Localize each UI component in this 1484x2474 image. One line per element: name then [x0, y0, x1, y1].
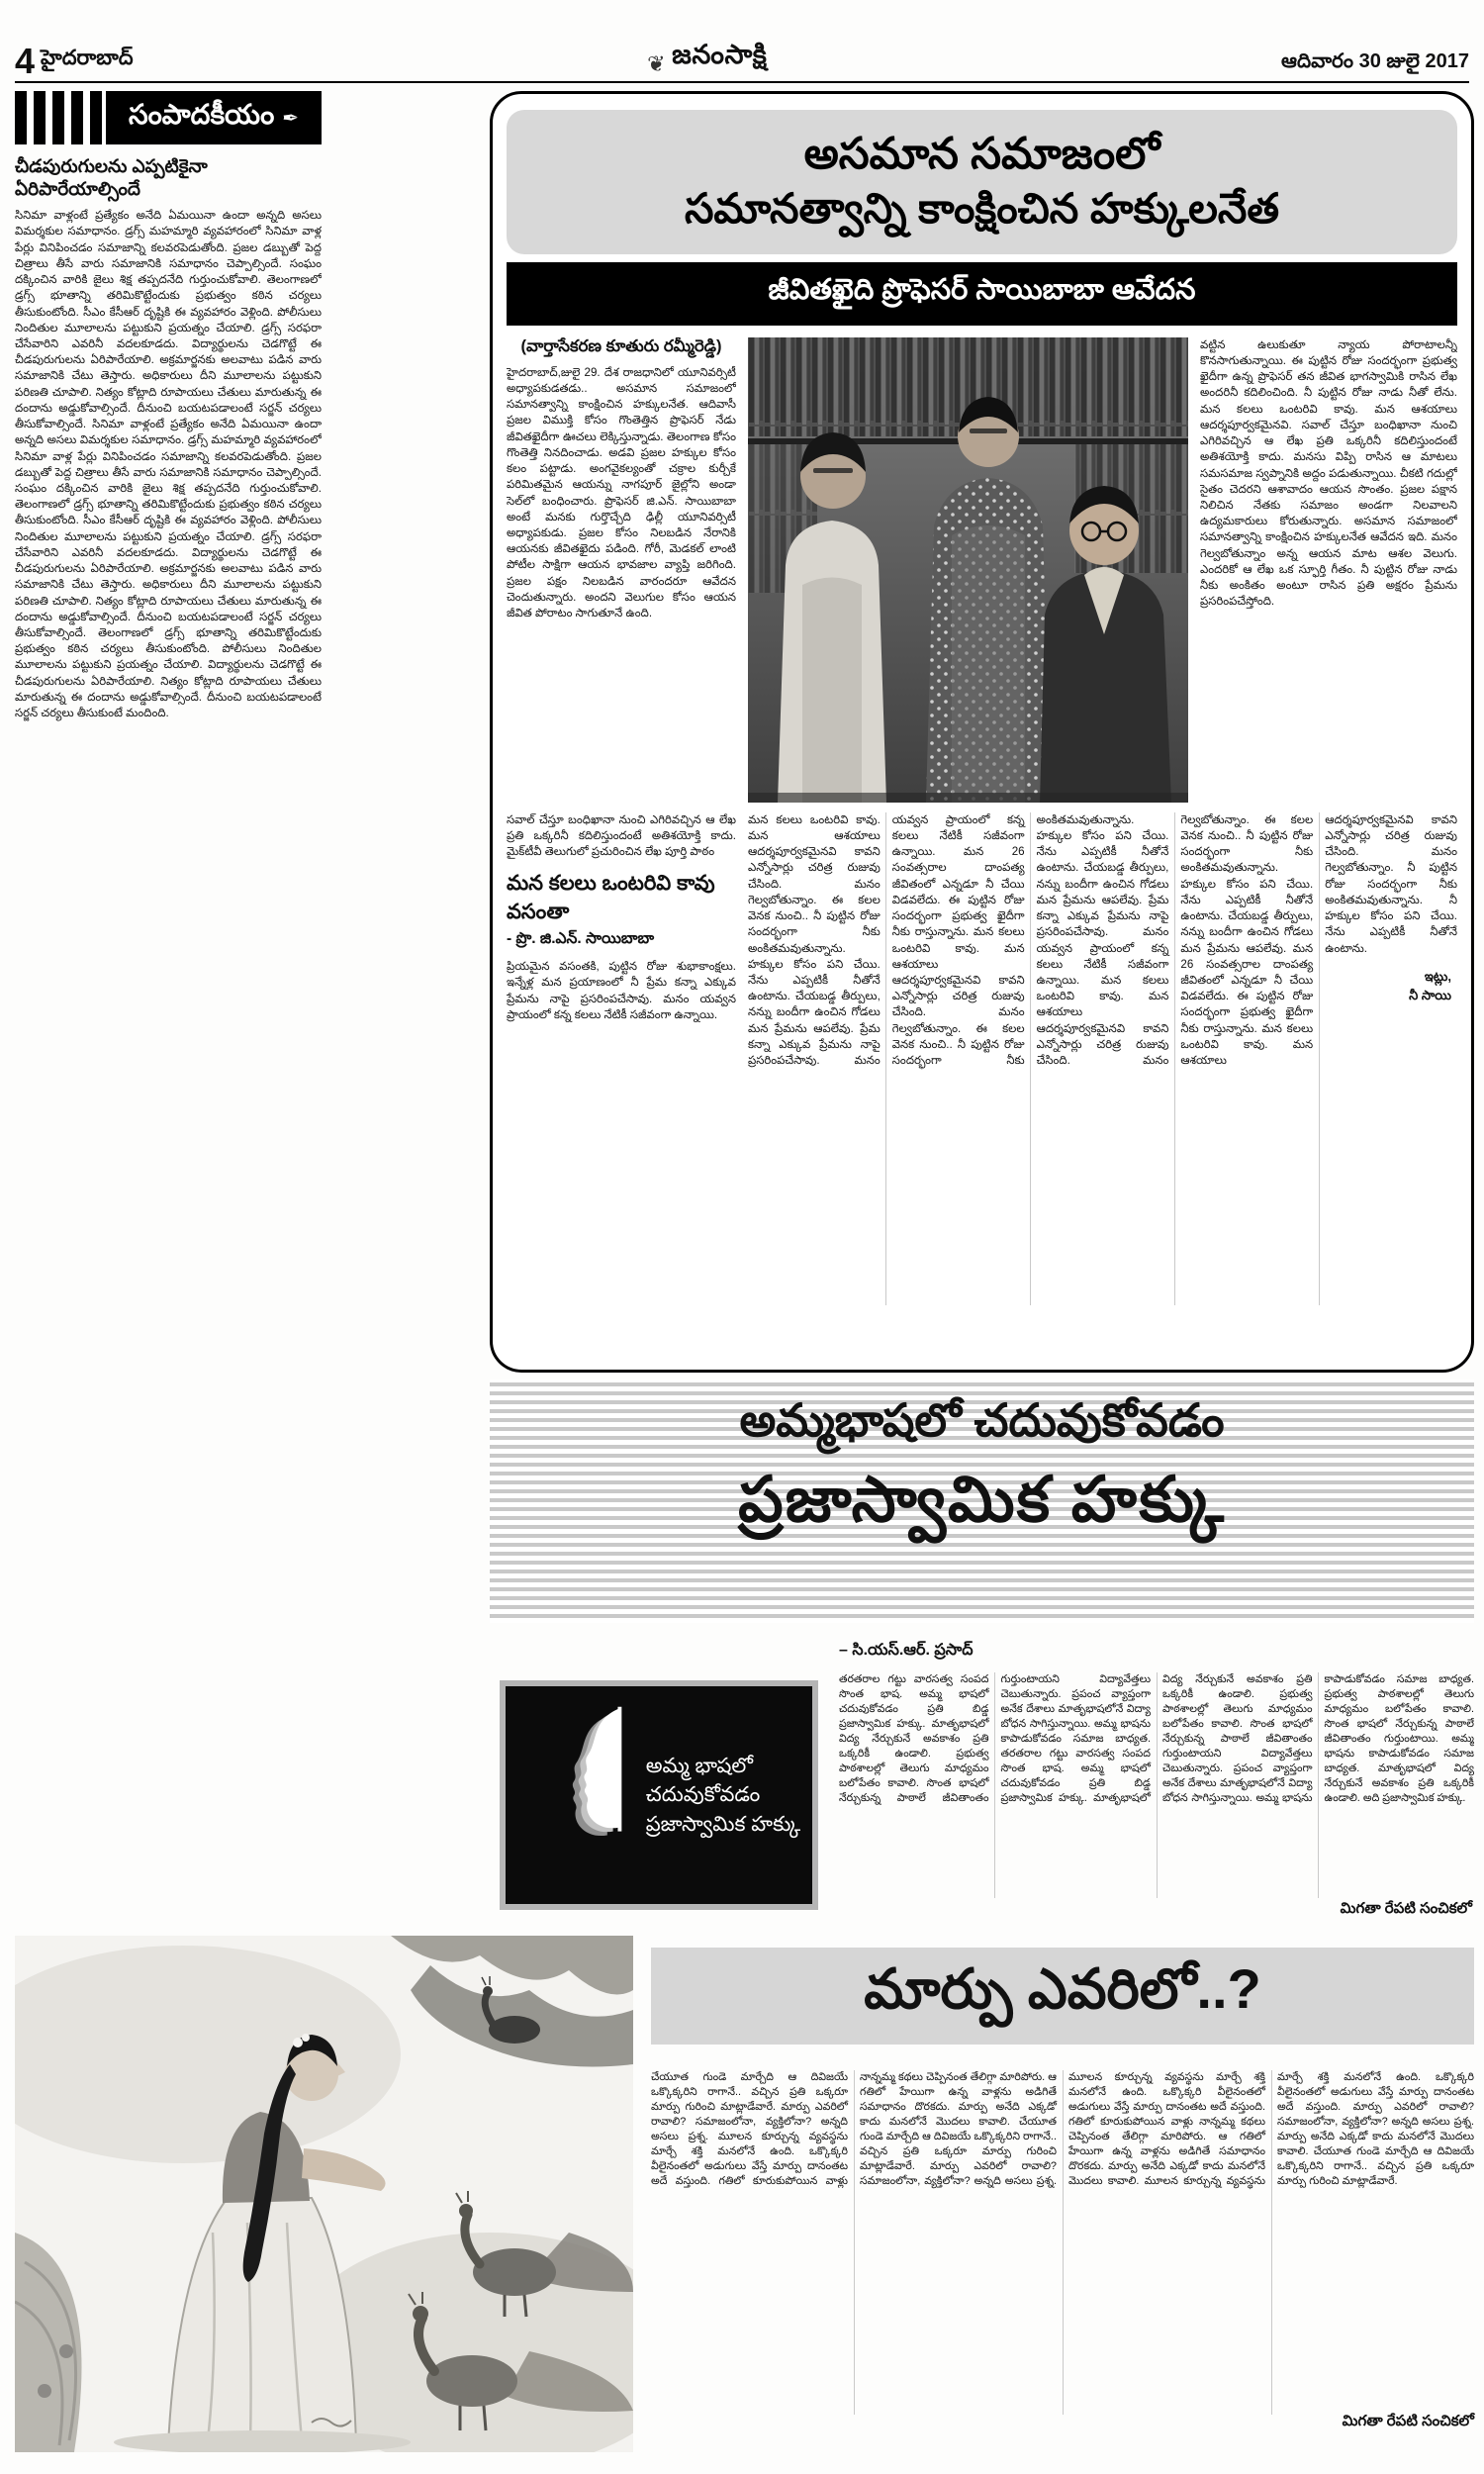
- header-rule: [15, 81, 1469, 83]
- letter-intro-column: [507, 812, 736, 1305]
- language-headline-line2: ప్రజాస్వామిక హక్కు: [738, 1464, 1226, 1535]
- language-headline-banner: [490, 1380, 1474, 1623]
- pen-icon: ✒: [282, 107, 300, 130]
- lead-headline-line1: అసమాన సమాజంలో: [803, 130, 1160, 178]
- language-headline-line1: అమ్మభాషలో చదువుకోవడం: [739, 1394, 1225, 1446]
- page-header: [15, 32, 1469, 81]
- lead-article: [490, 91, 1474, 1373]
- lead-top-row: [507, 337, 1457, 805]
- editorial-bars-decoration: [15, 91, 106, 144]
- page-number: 4: [15, 40, 36, 81]
- letter-signature-line2: నీ సాయి: [1409, 988, 1451, 1003]
- language-body-columns: తరతరాల గట్టు వారసత్వ సంపద సొంత భాష. అమ్మ భాషలో చదువుకోవడం ప్రతి బిడ్డ ప్రజాస్వామిక హక్కు. మాతృభాషలో విద్య నేర్చుకునే అవకాశం ప్రతి ఒక్కరికీ ఉండాలి. ప్రభుత్వ పాఠశాలల్లో తెలుగు మాధ్యమం బలోపేతం కావాలి. సొంత భాషలో నేర్చుకున్న పాఠాలే జీవితాంతం గుర్తుంటాయని విద్యావేత్తలు చెబుతున్నారు. ప్రపంచ వ్యాప్తంగా అనేక దేశాలు మాతృభాషలోనే విద్యా బోధన సాగిస్తున్నాయి. అమ్మ భాషను కాపాడుకోవడం సమాజ బాధ్యత. తరతరాల గట్టు వారసత్వ సంపద సొంత భాష. అమ్మ భాషలో చదువుకోవడం ప్రతి బిడ్డ ప్రజాస్వామిక హక్కు. మాతృభాషలో విద్య నేర్చుకునే అవకాశం ప్రతి ఒక్కరికీ ఉండాలి. ప్రభుత్వ పాఠశాలల్లో తెలుగు మాధ్యమం బలోపేతం కావాలి. సొంత భాషలో నేర్చుకున్న పాఠాలే జీవితాంతం గుర్తుంటాయని విద్యావేత్తలు చెబుతున్నారు. ప్రపంచ వ్యాప్తంగా అనేక దేశాలు మాతృభాషలోనే విద్యా బోధన సాగిస్తున్నాయి. అమ్మ భాషను కాపాడుకోవడం సమాజ బాధ్యత. ప్రభుత్వ పాఠశాలల్లో తెలుగు మాధ్యమం బలోపేతం కావాలి. సొంత భాషలో నేర్చుకున్న పాఠాలే జీవితాంతం గుర్తుంటాయి. అమ్మ భాషను కాపాడుకోవడం సమాజ బాధ్యత. మాతృభాషలో విద్య నేర్చుకునే అవకాశం ప్రతి ఒక్కరికీ ఉండాలి. అది ప్రజాస్వామిక హక్కు.: [839, 1673, 1474, 1805]
- language-promo-box: [500, 1680, 818, 1910]
- masthead-ornament-icon: ❦: [647, 51, 667, 76]
- face-profile-icon: [506, 1699, 646, 1891]
- lead-kicker: జీవితఖైది ప్రొఫెసర్ సాయిబాబా ఆవేదన: [507, 262, 1457, 326]
- lead-byline: (వార్తాసేకరణ కూతురు రమ్మీరెడ్డి): [520, 336, 722, 355]
- lead-headline-box: [507, 110, 1457, 254]
- lead-right-body-text: వట్టిన ఉలుకుతూ న్యాయ పోరాటాలన్నీ కొనసాగుతున్నాయి. ఈ పుట్టిన రోజు సందర్భంగా ప్రభుత్వ ఖైదీగా ఉన్న ప్రొఫెసర్ తన జీవిత భాగస్వామికి రాసిన లేఖ అందరినీ కదిలించింది. నీ పుట్టిన రోజు నాడు నీతో లేను. మన కలలు ఒంటరివి కావు. మన ఆశయాలు ఆదర్శపూర్వకమైనవి. సవాల్ చేస్తూ బంధిఖానా నుంచి ఎగిరివచ్చిన ఆ లేఖ ప్రతి ఒక్కరినీ కదిలిస్తుందంటే అతిశయోక్తి కాదు. మనసు విప్పి రాసిన ఆ మాటలు సమసమాజ స్వప్నానికి అద్దం పడుతున్నాయి. చీకటి గదుల్లో సైతం చెదరని ఆశావాదం ఆయన సొంతం. ప్రజల పక్షాన నిలిచిన నేతకు సమాజం అండగా నిలవాలని ఉద్యమకారులు కోరుతున్నారు. అసమాన సమాజంలో సమానత్వాన్ని కాంక్షించిన హక్కులనేత ఆవేదన ఇది. మనం గెల్వబోతున్నాం అన్న ఆయన మాట ఆశల వెలుగు. ఎందరికో ఆ లేఖ ఒక స్ఫూర్తి గీతం. నీ పుట్టిన రోజు నాడు నీకు అంకితం అంటూ రాసిన ప్రతి అక్షరం ప్రేమను ప్రసరింపచేస్తోంది.: [1200, 337, 1457, 609]
- letter-subhead: మన కలలు ఒంటరివి కావు వసంతా: [507, 872, 715, 923]
- editorial-section-title: సంపాదకీయం: [128, 98, 275, 130]
- issue-date: ఆదివారం 30 జులై 2017: [1280, 50, 1469, 72]
- photo-illustration: [748, 337, 1188, 803]
- letter-body-text: మన కలలు ఒంటరివి కావు. మన ఆశయాలు ఆదర్శపూర్వకమైనవి కావని ఎన్నోసార్లు చరిత్ర రుజువు చేసింది. మనం గెల్వబోతున్నాం. ఈ కలల వెనక నుంచి.. నీ పుట్టిన రోజు సందర్భంగా నీకు అంకితమవుతున్నాను. హక్కుల కోసం పని చేయి. నేను ఎప్పటికీ నీతోనే ఉంటాను. చేయబడ్డ తీర్పులు, నన్ను బందీగా ఉంచిన గోడలు మన ప్రేమను ఆపలేవు. ప్రేమ కన్నా ఎక్కువ ప్రేమను నాపై ప్రసరింపచేసావు. మనం యవ్వన ప్రాయంలో కన్న కలలు నేటికీ సజీవంగా ఉన్నాయి. మన 26 సంవత్సరాల దాంపత్య జీవితంలో ఎన్నడూ నీ చేయి విడవలేదు. ఈ పుట్టిన రోజు సందర్భంగా ప్రభుత్వ ఖైదీగా నీకు రాస్తున్నాను. మన కలలు ఒంటరివి కావు. మన ఆశయాలు ఆదర్శపూర్వకమైనవి కావని ఎన్నోసార్లు చరిత్ర రుజువు చేసింది. మనం గెల్వబోతున్నాం. ఈ కలల వెనక నుంచి.. నీ పుట్టిన రోజు సందర్భంగా నీకు అంకితమవుతున్నాను. హక్కుల కోసం పని చేయి. నేను ఎప్పటికీ నీతోనే ఉంటాను. చేయబడ్డ తీర్పులు, నన్ను బందీగా ఉంచిన గోడలు మన ప్రేమను ఆపలేవు. ప్రేమ కన్నా ఎక్కువ ప్రేమను నాపై ప్రసరింపచేసావు. మనం యవ్వన ప్రాయంలో కన్న కలలు నేటికీ సజీవంగా ఉన్నాయి. మన కలలు ఒంటరివి కావు. మన ఆశయాలు ఆదర్శపూర్వకమైనవి కావని ఎన్నోసార్లు చరిత్ర రుజువు చేసింది. మనం గెల్వబోతున్నాం. ఈ కలల వెనక నుంచి.. నీ పుట్టిన రోజు సందర్భంగా నీకు అంకితమవుతున్నాను. హక్కుల కోసం పని చేయి. నేను ఎప్పటికీ నీతోనే ఉంటాను. చేయబడ్డ తీర్పులు, నన్ను బందీగా ఉంచిన గోడలు మన ప్రేమను ఆపలేవు. మన 26 సంవత్సరాల దాంపత్య జీవితంలో ఎన్నడూ నీ చేయి విడవలేదు. ఈ పుట్టిన రోజు సందర్భంగా ప్రభుత్వ ఖైదీగా నీకు రాస్తున్నాను. మన కలలు ఒంటరివి కావు. మన ఆశయాలు ఆదర్శపూర్వకమైనవి కావని ఎన్నోసార్లు చరిత్ర రుజువు చేసింది. మనం గెల్వబోతున్నాం. నీ పుట్టిన రోజు సందర్భంగా నీకు అంకితమవుతున్నాను. నీ హక్కుల కోసం పని చేయి. నేను ఎప్పటికీ నీతోనే ఉంటాను.: [748, 812, 1457, 1068]
- editorial-title-box: [106, 91, 322, 144]
- edition-city: హైదరాబాద్: [41, 47, 134, 69]
- editorial-column: [15, 91, 322, 1257]
- editorial-banner: [15, 91, 322, 144]
- letter-bridge-text: సవాల్ చేస్తూ బంధిఖానా నుంచి ఎగిరివచ్చిన ఆ లేఖ ప్రతి ఒక్కరినీ కదిలిస్తుందంటే అతిశయోక్తి కాదు. మైక్‌టీవీ తెలుగులో ప్రచురించిన లేఖ పూర్తి పాఠం: [507, 812, 736, 859]
- letter-columns: [748, 812, 1457, 1305]
- letter-signature-line1: ఇట్లు,: [1424, 968, 1451, 984]
- letter-signature: [1325, 967, 1457, 1005]
- letter-opening-text: ప్రియమైన వసంతకి, పుట్టిన రోజు శుభాకాంక్షలు. ఇన్నేళ్ల మన ప్రయాణంలో నీ ప్రేమ కన్నా ఎక్కువ ప్రేమను నాపై ప్రసరింపచేసావు. మనం యవ్వన ప్రాయంలో కన్న కలలు నేటికీ సజీవంగా ఉన్నాయి.: [507, 960, 736, 1021]
- lead-letter-row: [507, 812, 1457, 1305]
- lead-headline-line2: సమానత్వాన్ని కాంక్షించిన హక్కులనేత: [684, 185, 1280, 233]
- masthead: [647, 40, 767, 77]
- lead-left-column: [507, 337, 736, 805]
- woman-peacocks-drawing: [15, 1936, 633, 2452]
- change-body-columns: చేయూత గుండె మార్చేది ఆ దివిజయే ఒక్కొక్కరిని రాగానే.. వచ్చిన ప్రతి ఒక్కరూ మార్పు గురించి మాట్లాడేవారే. మార్పు ఎవరిలో రావాలి? సమాజంలోనా, వ్యక్తిలోనా? అన్నది అసలు ప్రశ్న. మూలన కూర్చున్న వ్యవస్థను మార్చే శక్తి మనలోనే ఉంది. ఒక్కొక్కరి వీలైనంతలో అడుగులు వేస్తే మార్పు దానంతట అదే వస్తుంది. గతిలో కూరుకుపోయిన వాళ్లు నాన్నమ్మ కథలు చెప్పినంత తేలిగ్గా మారిపోరు. ఆ గతిలో హేయిగా ఉన్న వాళ్లను అడిగితే సమాధానం దొరకదు. మార్పు అనేది ఎక్కడో కాదు మనలోనే మొదలు కావాలి. చేయూత గుండె మార్చేది ఆ దివిజయే ఒక్కొక్కరిని రాగానే.. వచ్చిన ప్రతి ఒక్కరూ మార్పు గురించి మాట్లాడేవారే. మార్పు ఎవరిలో రావాలి? సమాజంలోనా, వ్యక్తిలోనా? అన్నది అసలు ప్రశ్న. మూలన కూర్చున్న వ్యవస్థను మార్చే శక్తి మనలోనే ఉంది. ఒక్కొక్కరి వీలైనంతలో అడుగులు వేస్తే మార్పు దానంతట అదే వస్తుంది. గతిలో కూరుకుపోయిన వాళ్లు నాన్నమ్మ కథలు చెప్పినంత తేలిగ్గా మారిపోరు. ఆ గతిలో హేయిగా ఉన్న వాళ్లను అడిగితే సమాధానం దొరకదు. మార్పు అనేది ఎక్కడో కాదు మనలోనే మొదలు కావాలి. మూలన కూర్చున్న వ్యవస్థను మార్చే శక్తి మనలోనే ఉంది. ఒక్కొక్కరి వీలైనంతలో అడుగులు వేస్తే మార్పు దానంతట అదే వస్తుంది. మార్పు ఎవరిలో రావాలి? సమాజంలోనా, వ్యక్తిలోనా? అన్నది అసలు ప్రశ్న. మార్పు అనేది ఎక్కడో కాదు మనలోనే మొదలు కావాలి. చేయూత గుండె మార్చేది ఆ దివిజయే ఒక్కొక్కరిని రాగానే.. వచ్చిన ప్రతి ఒక్కరూ మార్పు గురించి మాట్లాడేవారే.: [651, 2071, 1474, 2188]
- promo-text: అమ్మ భాషలో చదువుకోవడం ప్రజాస్వామిక హక్కు: [645, 1754, 801, 1836]
- language-byline: – సి.యస్.ఆర్. ప్రసాద్: [839, 1642, 974, 1659]
- lead-right-column: [1200, 337, 1457, 805]
- photo-saibaba-family: [748, 337, 1188, 803]
- language-continuation-note: మిగతా రేపటి సంచికలో: [1340, 1900, 1472, 1917]
- change-continuation-note: మిగతా రేపటి సంచికలో: [1342, 2413, 1474, 2429]
- page-number-city: [15, 40, 134, 81]
- change-headline: మార్పు ఎవరిలో..?: [864, 1957, 1261, 2020]
- masthead-title: జనంసాక్షి: [672, 40, 768, 69]
- editorial-headline: చీడపురుగులను ఎప్పటికైనా ఏరిపారేయాల్సిందే: [15, 155, 208, 200]
- letter-byline: - ప్రొ. జి.ఎన్. సాయిబాబా: [507, 930, 655, 948]
- illustration-woman-peacocks: [15, 1936, 633, 2452]
- lead-body-text: హైదరాబాద్,జులై 29. దేశ రాజధానిలో యూనివర్సిటీ అధ్యాపకుడతడు.. అసమాన సమాజంలో సమానత్వాన్ని కాంక్షించిన హక్కులనేత. ఆదివాసీ ప్రజల విముక్తి కోసం గొంతెత్తిన ప్రొఫెసర్ నేడు జీవితఖైదీగా ఊచలు లెక్కిస్తున్నాడు. తెలంగాణ కోసం గొంతెత్తి నినదించాడు. అడవి ప్రజల హక్కుల కోసం కలం పట్టాడు. అంగవైకల్యంతో చక్రాల కుర్చీకే పరిమితమైన ఆయన్ను నాగపూర్ జైల్లోని అండా సెల్‌లో బంధించారు. ప్రొఫెసర్ జి.ఎన్. సాయిబాబా అంటే మనకు గుర్తొచ్చేది ఢిల్లీ యూనివర్సిటీ అధ్యాపకుడు. ప్రజల కోసం నిలబడిన నేరానికి ఆయనకు జీవితఖైదు పడింది. గోరీ, మెడకల్ లాంటి పోటీల సాక్షిగా ఆయన భావజాల వ్యాప్తి జరిగింది. ప్రజల పక్షం నిలబడిన వారందరూ ఆవేదన చెందుతున్నారు. అందని వెలుగుల కోసం ఆయన జీవిత పోరాటం సాగుతూనే ఉంది.: [507, 365, 736, 620]
- change-headline-box: [651, 1948, 1474, 2045]
- editorial-body: సినిమా వాళ్లంటే ప్రత్యేకం అనేది ఏమయినా ఉందా అన్నది అసలు విమర్శకుల సమాధానం. డ్రగ్స్ మహమ్మారి వ్యవహారంలో సినిమా వాళ్ల పేర్లు వినిపించడం సమాజాన్ని కలవరపెడుతోంది. ప్రజల డబ్బుతో పెద్ద చిత్రాలు తీసే వారు సమాజానికి సమాధానం చెప్పాల్సిందే. సంఘం దక్కించిన వారికి జైలు శిక్ష తప్పదనేది గుర్తుంచుకోవాలి. తెలంగాణలో డ్రగ్స్ భూతాన్ని తరిమికొట్టేందుకు ప్రభుత్వం కఠిన చర్యలు తీసుకుంటోంది. సీఎం కేసీఆర్ దృష్టికి ఈ వ్యవహారం వెళ్లింది. పోలీసులు నిందితుల మూలాలను పట్టుకుని ప్రయత్నం చేయాలి. డ్రగ్స్ సరఫరా చేసేవారిని ఎవరినీ వదలకూడదు. విద్యార్థులను చెడగొట్టే ఈ చీడపురుగులను ఏరిపారేయాలి. అక్రమార్జనకు అలవాటు పడిన వారు సమాజానికి చేటు తెస్తారు. అధికారులు దీని మూలాలను పట్టుకుని పరిణతి చూపాలి. నిత్యం కోట్లాది రూపాయలు చేతులు మారుతున్న ఈ దందాను అడ్డుకోవాల్సిందే. దీనుంచి బయటపడాలంటే సర్జన్ చర్యలు తీసుకోవాల్సిందే. సినిమా వాళ్లంటే ప్రత్యేకం అనేది ఏమయినా ఉందా అన్నది అసలు విమర్శకుల సమాధానం. డ్రగ్స్ మహమ్మారి వ్యవహారంలో సినిమా వాళ్ల పేర్లు వినిపించడం సమాజాన్ని కలవరపెడుతోంది. ప్రజల డబ్బుతో పెద్ద చిత్రాలు తీసే వారు సమాజానికి సమాధానం చెప్పాల్సిందే. సంఘం దక్కించిన వారికి జైలు శిక్ష తప్పదనేది గుర్తుంచుకోవాలి. తెలంగాణలో డ్రగ్స్ భూతాన్ని తరిమికొట్టేందుకు ప్రభుత్వం కఠిన చర్యలు తీసుకుంటోంది. సీఎం కేసీఆర్ దృష్టికి ఈ వ్యవహారం వెళ్లింది. పోలీసులు నిందితుల మూలాలను పట్టుకుని ప్రయత్నం చేయాలి. డ్రగ్స్ సరఫరా చేసేవారిని ఎవరినీ వదలకూడదు. విద్యార్థులను చెడగొట్టే ఈ చీడపురుగులను ఏరిపారేయాలి. అక్రమార్జనకు అలవాటు పడిన వారు సమాజానికి చేటు తెస్తారు. అధికారులు దీని మూలాలను పట్టుకుని పరిణతి చూపాలి. నిత్యం కోట్లాది రూపాయలు చేతులు మారుతున్న ఈ దందాను అడ్డుకోవాల్సిందే. దీనుంచి బయటపడాలంటే సర్జన్ చర్యలు తీసుకోవాల్సిందే. తెలంగాణలో డ్రగ్స్ భూతాన్ని తరిమికొట్టేందుకు ప్రభుత్వం కఠిన చర్యలు తీసుకుంటోంది. పోలీసులు నిందితుల మూలాలను పట్టుకుని ప్రయత్నం చేయాలి. విద్యార్థులను చెడగొట్టే ఈ చీడపురుగులను ఏరిపారేయాలి. నిత్యం కోట్లాది రూపాయలు చేతులు మారుతున్న ఈ దందాను అడ్డుకోవాల్సిందే. దీనుంచి బయటపడాలంటే సర్జన్ చర్యలు తీసుకుంటే మందింది.: [15, 209, 322, 720]
